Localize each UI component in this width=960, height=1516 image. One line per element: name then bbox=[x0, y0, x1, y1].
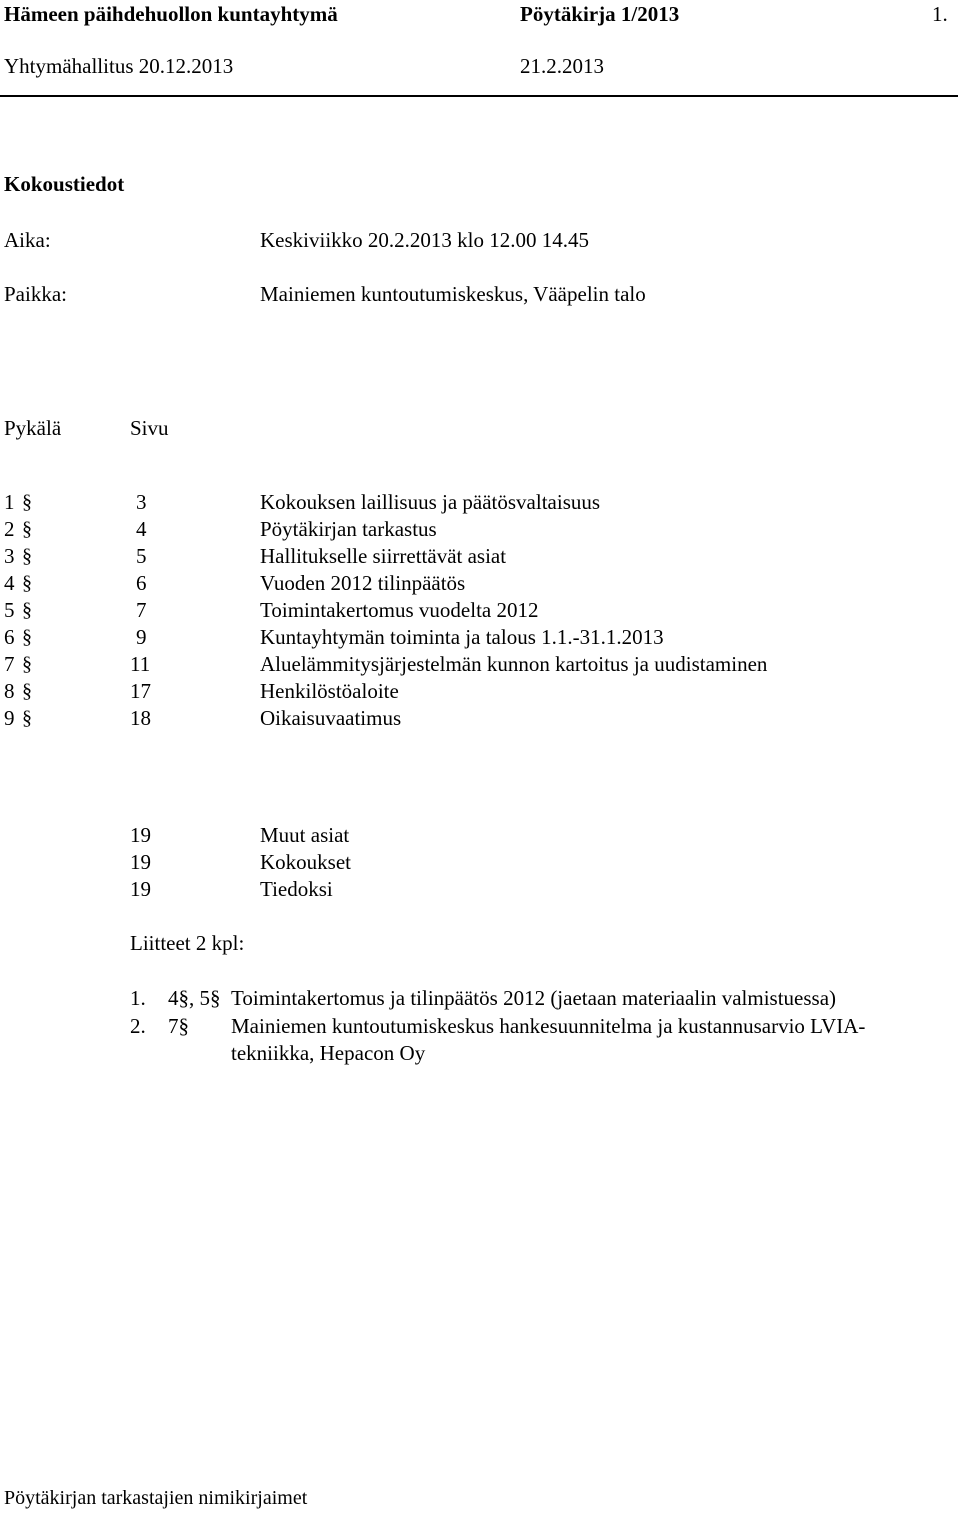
item-title: Kuntayhtymän toiminta ja talous 1.1.-31.1.2013 bbox=[260, 625, 664, 649]
page-ref: 11 bbox=[130, 652, 151, 676]
toc-row bbox=[0, 654, 960, 678]
time-value: Keskiviikko 20.2.2013 klo 12.00 14.45 bbox=[260, 228, 589, 252]
attachment-section-ref: 4§, 5§ bbox=[168, 986, 221, 1010]
toc-row bbox=[0, 600, 960, 624]
toc-section-column-header: Pykälä bbox=[4, 416, 62, 440]
section-sign-icon: § bbox=[22, 707, 32, 729]
section-sign-icon: § bbox=[22, 626, 32, 648]
item-title: Vuoden 2012 tilinpäätös bbox=[260, 571, 466, 595]
page-ref: 19 bbox=[130, 850, 151, 874]
inspectors-initials-label: Pöytäkirjan tarkastajien nimikirjaimet bbox=[4, 1487, 308, 1509]
attachment-number: 2. bbox=[130, 1014, 146, 1038]
organization-name: Hämeen päihdehuollon kuntayhtymä bbox=[4, 2, 338, 26]
time-label: Aika: bbox=[4, 228, 51, 252]
item-title: Henkilöstöaloite bbox=[260, 679, 399, 703]
attachment-text-line-1: Mainiemen kuntoutumiskeskus hankesuunnitelma ja kustannusarvio LVIA- bbox=[231, 1014, 866, 1038]
page-number: 1. bbox=[932, 2, 948, 26]
toc-page-column-header: Sivu bbox=[130, 416, 169, 440]
toc-row bbox=[0, 573, 960, 597]
toc-row bbox=[0, 519, 960, 543]
section-number: 6 bbox=[4, 625, 15, 649]
page-ref: 3 bbox=[136, 490, 147, 514]
page-ref: 18 bbox=[130, 706, 151, 730]
item-title: Hallitukselle siirrettävät asiat bbox=[260, 544, 507, 568]
page-ref: 19 bbox=[130, 877, 151, 901]
page-ref: 4 bbox=[136, 517, 147, 541]
item-title: Toimintakertomus vuodelta 2012 bbox=[260, 598, 539, 622]
page-ref: 17 bbox=[130, 679, 151, 703]
item-title: Kokoukset bbox=[260, 850, 351, 874]
section-sign-icon: § bbox=[22, 572, 32, 594]
attachments-heading: Liitteet 2 kpl: bbox=[130, 931, 245, 955]
section-sign-icon: § bbox=[22, 680, 32, 702]
page-ref: 5 bbox=[136, 544, 147, 568]
toc-row bbox=[0, 546, 960, 570]
section-number: 3 bbox=[4, 544, 15, 568]
section-number: 9 bbox=[4, 706, 15, 730]
toc-row bbox=[0, 627, 960, 651]
item-title: Aluelämmitysjärjestelmän kunnon kartoitus ja uudistaminen bbox=[260, 652, 768, 676]
attachment-text-line-2: tekniikka, Hepacon Oy bbox=[231, 1041, 426, 1065]
section-sign-icon: § bbox=[22, 599, 32, 621]
place-value: Mainiemen kuntoutumiskeskus, Vääpelin talo bbox=[260, 282, 646, 306]
governing-body-date: Yhtymähallitus 20.12.2013 bbox=[4, 54, 234, 78]
item-title: Muut asiat bbox=[260, 823, 350, 847]
attachment-section-ref: 7§ bbox=[168, 1014, 189, 1038]
toc-row bbox=[0, 681, 960, 705]
section-sign-icon: § bbox=[22, 518, 32, 540]
page-ref: 6 bbox=[136, 571, 147, 595]
section-number: 7 bbox=[4, 652, 15, 676]
item-title: Tiedoksi bbox=[260, 877, 333, 901]
item-title: Kokouksen laillisuus ja päätösvaltaisuus bbox=[260, 490, 601, 514]
section-number: 8 bbox=[4, 679, 15, 703]
section-sign-icon: § bbox=[22, 491, 32, 513]
page-ref: 19 bbox=[130, 823, 151, 847]
place-label: Paikka: bbox=[4, 282, 67, 306]
section-sign-icon: § bbox=[22, 545, 32, 567]
toc-row bbox=[0, 708, 960, 732]
section-number: 4 bbox=[4, 571, 15, 595]
attachment-text: Toimintakertomus ja tilinpäätös 2012 (jaetaan materiaalin valmistuessa) bbox=[231, 986, 837, 1010]
meeting-info-heading: Kokoustiedot bbox=[4, 172, 125, 196]
section-sign-icon: § bbox=[22, 653, 32, 675]
page-ref: 9 bbox=[136, 625, 147, 649]
toc-row bbox=[0, 492, 960, 516]
document-number: Pöytäkirja 1/2013 bbox=[520, 2, 680, 26]
section-number: 5 bbox=[4, 598, 15, 622]
attachment-number: 1. bbox=[130, 986, 146, 1010]
document-date: 21.2.2013 bbox=[520, 54, 604, 78]
section-number: 2 bbox=[4, 517, 15, 541]
item-title: Oikaisuvaatimus bbox=[260, 706, 402, 730]
header-divider bbox=[0, 95, 958, 97]
item-title: Pöytäkirjan tarkastus bbox=[260, 517, 437, 541]
page-ref: 7 bbox=[136, 598, 147, 622]
section-number: 1 bbox=[4, 490, 15, 514]
